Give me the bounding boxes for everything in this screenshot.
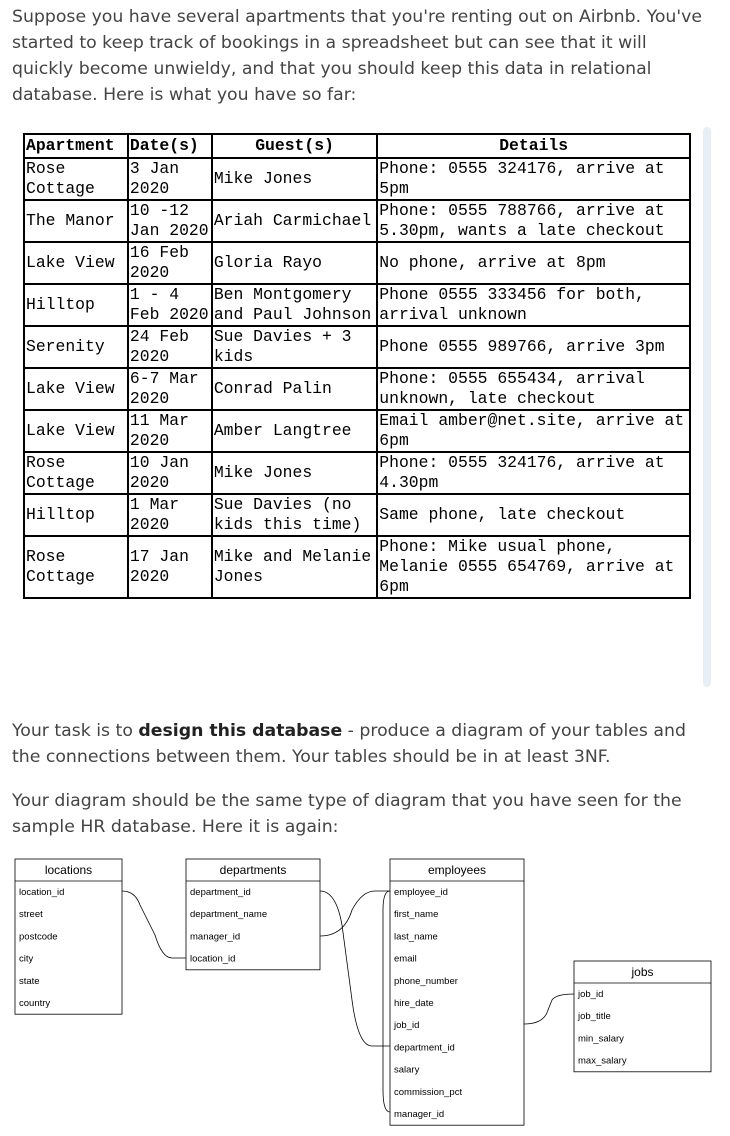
- table-title: employees: [427, 863, 487, 877]
- cell-guests: Amber Langtree: [212, 410, 377, 452]
- table-row: [24, 200, 690, 242]
- table-row: [24, 242, 690, 284]
- cell-guests: Sue Davies + 3 kids: [212, 326, 377, 368]
- cell-details: Same phone, late checkout: [377, 494, 690, 536]
- table-row: [24, 410, 690, 452]
- cell-apartment: The Manor: [24, 200, 128, 242]
- cell-details: Phone: 0555 324176, arrive at 5pm: [377, 158, 690, 200]
- cell-apartment: Serenity: [24, 326, 128, 368]
- task-emphasis: design this database: [138, 721, 343, 741]
- field-postcode: postcode: [19, 931, 58, 943]
- cell-dates: 17 Jan 2020: [128, 536, 212, 598]
- table-title: departments: [219, 863, 287, 877]
- cell-apartment: Rose Cottage: [24, 536, 128, 598]
- cell-apartment: Rose Cottage: [24, 158, 128, 200]
- cell-guests: Conrad Palin: [212, 368, 377, 410]
- task-text-before: Your task is to: [12, 721, 139, 741]
- cell-apartment: Lake View: [24, 242, 128, 284]
- field-phone-number: phone_number: [394, 975, 458, 987]
- table-row: [24, 494, 690, 536]
- relation-employees-manager-self: [383, 891, 390, 1112]
- field-last-name: last_name: [394, 931, 438, 943]
- field-manager-id: manager_id: [394, 1109, 445, 1120]
- table-row: [24, 536, 690, 598]
- cell-details: Phone: Mike usual phone, Melanie 0555 654769, arrive at 6pm: [377, 536, 690, 598]
- header-details: Details: [377, 134, 690, 158]
- cell-dates: 24 Feb 2020: [128, 326, 212, 368]
- cell-guests: Ben Montgomery and Paul Johnson: [212, 284, 377, 326]
- table-row: [24, 368, 690, 410]
- relation-departments-employees-manager: [320, 891, 390, 936]
- cell-dates: 3 Jan 2020: [128, 158, 212, 200]
- table-row: [24, 158, 690, 200]
- schema-tables: [15, 859, 711, 1125]
- table-header-row: [24, 134, 690, 158]
- cell-dates: 1 - 4 Feb 2020: [128, 284, 212, 326]
- field-max-salary: max_salary: [578, 1055, 627, 1067]
- field-department-id: department_id: [394, 1042, 455, 1054]
- field-location-id: location_id: [19, 887, 65, 898]
- cell-apartment: Lake View: [24, 410, 128, 452]
- field-job-id: job_id: [394, 1020, 420, 1032]
- field-country: country: [19, 998, 51, 1009]
- cell-details: No phone, arrive at 8pm: [377, 242, 690, 284]
- cell-apartment: Lake View: [24, 368, 128, 410]
- table-row: [24, 452, 690, 494]
- task-paragraph: [12, 718, 712, 770]
- field-min-salary: min_salary: [578, 1033, 624, 1045]
- table-employees: [390, 859, 524, 1125]
- cell-dates: 6-7 Mar 2020: [128, 368, 212, 410]
- cell-dates: 10 -12 Jan 2020: [128, 200, 212, 242]
- bookings-table: [23, 133, 691, 599]
- field-location-id: location_id: [190, 953, 236, 965]
- table-title: locations: [44, 863, 93, 877]
- header-apartment: Apartment: [24, 134, 128, 158]
- cell-apartment: Hilltop: [24, 494, 128, 536]
- table-row: [24, 284, 690, 326]
- table-title: jobs: [631, 965, 654, 979]
- field-city: city: [19, 953, 34, 965]
- hr-schema-diagram: [0, 850, 730, 1130]
- cell-dates: 10 Jan 2020: [128, 452, 212, 494]
- task-text-after: - produce a diagram of your tables and the connections between them. Your tables should be in at least 3NF.: [12, 721, 686, 767]
- header-dates: Date(s): [128, 134, 212, 158]
- cell-dates: 1 Mar 2020: [128, 494, 212, 536]
- table-jobs: [574, 961, 711, 1072]
- table-row: [24, 326, 690, 368]
- cell-guests: Mike and Melanie Jones: [212, 536, 377, 598]
- relation-locations-departments: [122, 891, 186, 958]
- cell-details: Phone: 0555 655434, arrival unknown, late checkout: [377, 368, 690, 410]
- header-guests: Guest(s): [212, 134, 377, 158]
- field-salary: salary: [394, 1064, 420, 1076]
- field-department-name: department_name: [190, 909, 268, 921]
- table-box: [390, 859, 524, 1125]
- field-commission-pct: commission_pct: [394, 1086, 463, 1098]
- cell-details: Email amber@net.site, arrive at 6pm: [377, 410, 690, 452]
- cell-dates: 16 Feb 2020: [128, 242, 212, 284]
- field-department-id: department_id: [190, 887, 251, 898]
- cell-guests: Sue Davies (no kids this time): [212, 494, 377, 536]
- cell-apartment: Hilltop: [24, 284, 128, 326]
- cell-details: Phone 0555 989766, arrive 3pm: [377, 326, 690, 368]
- field-email: email: [394, 953, 417, 965]
- diagram-intro-paragraph: Your diagram should be the same type of diagram that you have seen for the sample HR database. Here it is again:: [12, 791, 682, 837]
- cell-dates: 11 Mar 2020: [128, 410, 212, 452]
- cell-details: Phone 0555 333456 for both, arrival unknown: [377, 284, 690, 326]
- cell-guests: Mike Jones: [212, 158, 377, 200]
- field-first-name: first_name: [394, 909, 439, 921]
- field-manager-id: manager_id: [190, 931, 241, 943]
- field-street: street: [19, 909, 43, 921]
- scrollbar-track[interactable]: [703, 127, 711, 687]
- field-job-id: job_id: [578, 989, 604, 1000]
- cell-details: Phone: 0555 324176, arrive at 4.30pm: [377, 452, 690, 494]
- table-locations: [15, 859, 122, 1014]
- field-hire-date: hire_date: [394, 998, 434, 1009]
- cell-guests: Mike Jones: [212, 452, 377, 494]
- relation-departments-employees-department: [320, 891, 390, 1046]
- intro-paragraph: Suppose you have several apartments that you're renting out on Airbnb. You've started to keep track of bookings in a spreadsheet but can see that it will quickly become unwieldy, and that you should keep this data in relational database. Here is what you have so far:: [12, 7, 702, 105]
- cell-guests: Gloria Rayo: [212, 242, 377, 284]
- field-job-title: job_title: [578, 1011, 611, 1023]
- relation-employees-jobs: [524, 994, 574, 1024]
- cell-guests: Ariah Carmichael: [212, 200, 377, 242]
- table-departments: [186, 859, 320, 970]
- cell-details: Phone: 0555 788766, arrive at 5.30pm, wants a late checkout: [377, 200, 690, 242]
- field-state: state: [19, 975, 40, 987]
- field-employee-id: employee_id: [394, 887, 448, 898]
- cell-apartment: Rose Cottage: [24, 452, 128, 494]
